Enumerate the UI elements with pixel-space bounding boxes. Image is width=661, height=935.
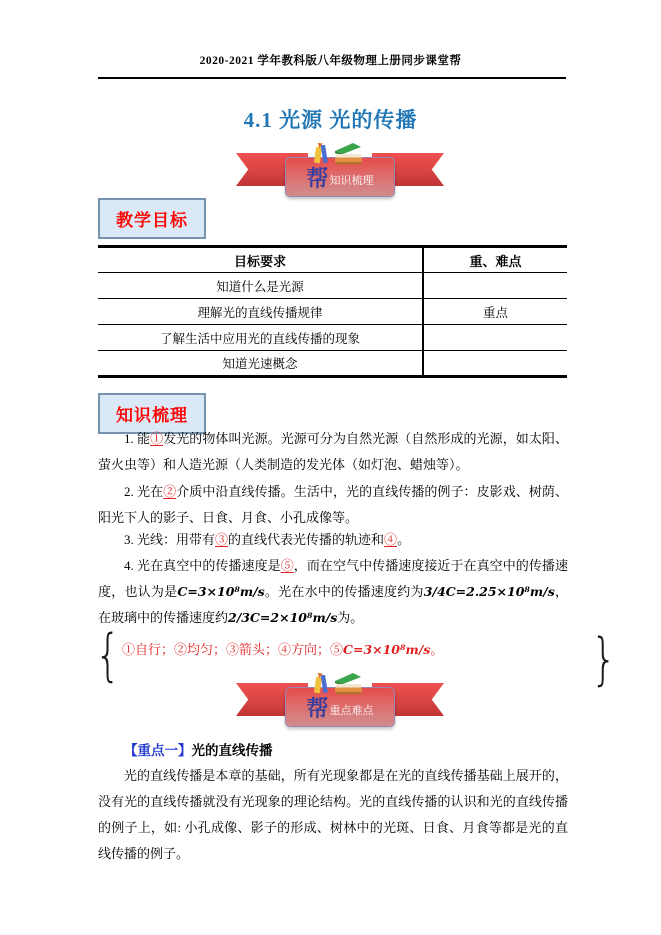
mark-cell: 重点 (423, 299, 567, 325)
blank-2: ② (163, 484, 177, 499)
paragraph-text: 4. 光在真空中的传播速度是 (124, 558, 281, 573)
ribbon-label: 知识梳理 (329, 175, 374, 187)
answers-period: 。 (430, 642, 444, 657)
keypoint-tag: 【重点一】 (124, 743, 192, 758)
knowledge-section-label: 知识梳理 (116, 406, 188, 425)
blank-3: ③ (215, 532, 229, 547)
paragraph-text: ，在玻璃中的传播速度约 (98, 584, 568, 625)
right-brace: } (590, 627, 617, 692)
goal-column-header: 目标要求 (233, 253, 286, 269)
keypoint-title: 光的直线传播 (191, 743, 273, 758)
paragraph-text: 1. 能 (124, 431, 151, 446)
knowledge-paragraph-1 (98, 426, 568, 478)
paragraph-text: 的直线代表光传播的轨迹和 (228, 532, 385, 547)
blank-1: ① (150, 431, 164, 446)
mark-column-header: 重、难点 (423, 247, 567, 273)
goals-table (98, 245, 567, 378)
answers-text: ①自行；②均匀；③箭头；④方向；⑤ (122, 642, 344, 657)
paragraph-text: 为。 (337, 610, 364, 625)
left-brace: { (94, 623, 121, 688)
keypoint-one-heading (98, 739, 568, 759)
blank-5: ⑤ (280, 558, 294, 573)
keypoint-one-paragraph: 光的直线传播是本章的基础，所有光现象都是在光的直线传播基础上展开的，没有光的直线传播就没有光现象的理论结构。光的直线传播的认识和光的直线传播的例子上，如: 小孔成像、影子的形成、树林中的光斑、日食、月食等都是光的直线传播的例子。 (98, 768, 568, 861)
teaching-goal-box (98, 198, 206, 239)
paragraph-text: ，而在空气中传播速度接近于在真空中的传播速度，也认为是 (98, 558, 568, 599)
table-row (98, 299, 567, 325)
knowledge-ribbon-banner (236, 144, 444, 204)
goal-cell: 理解光的直线传播规律 (98, 299, 423, 325)
page-title: 4.1 光源 光的传播 (243, 108, 418, 132)
knowledge-paragraph-4 (98, 553, 568, 631)
knowledge-paragraph-2 (98, 479, 568, 531)
page-header: 2020-2021 学年教科版八年级物理上册同步课堂帮 (199, 55, 462, 67)
ribbon-label: 重点难点 (329, 705, 374, 717)
bang-glyph: 帮 (306, 165, 329, 191)
goal-cell: 知道光速概念 (98, 351, 423, 377)
table-row (98, 351, 567, 377)
paragraph-text: 2. 光在 (124, 484, 164, 499)
stationery-books-icon (308, 140, 372, 166)
paragraph-text: 发光的物体叫光源。光源可分为自然光源（自然形成的光源，如太阳、萤火虫等）和人造光源（人类制造的发光体（如灯泡、蜡烛等）。 (98, 431, 568, 472)
mark-cell (423, 325, 567, 351)
mark-cell (423, 273, 567, 299)
header-divider (98, 77, 566, 79)
answers-line (122, 640, 562, 660)
stationery-books-icon (308, 670, 372, 696)
goal-cell: 知道什么是光源 (98, 273, 423, 299)
water-speed-formula: 3/4C=2.25×10⁸m/s (423, 584, 555, 599)
paragraph-text: 介质中沿直线传播。生活中，光的直线传播的例子：皮影戏、树荫、阳光下人的影子、日食、月食、小孔成像等。 (98, 484, 568, 525)
paragraph-text: 。 (397, 532, 411, 547)
paragraph-text: 3. 光线：用带有 (124, 532, 216, 547)
answer-formula: C=3×10⁸m/s (343, 642, 431, 657)
keypoint-ribbon-banner (236, 674, 444, 734)
glass-speed-formula: 2/3C=2×10⁸m/s (228, 610, 338, 625)
table-header-row (98, 247, 567, 273)
table-row (98, 273, 567, 299)
light-speed-formula: C=3×10⁸m/s (177, 584, 265, 599)
blank-4: ④ (384, 532, 398, 547)
goal-cell: 了解生活中应用光的直线传播的现象 (98, 325, 423, 351)
teaching-goal-label: 教学目标 (116, 211, 188, 230)
mark-cell (423, 351, 567, 377)
knowledge-paragraph-3 (98, 527, 568, 553)
table-row (98, 325, 567, 351)
bang-glyph: 帮 (306, 695, 329, 721)
paragraph-text: 。光在水中的传播速度约为 (264, 584, 424, 599)
